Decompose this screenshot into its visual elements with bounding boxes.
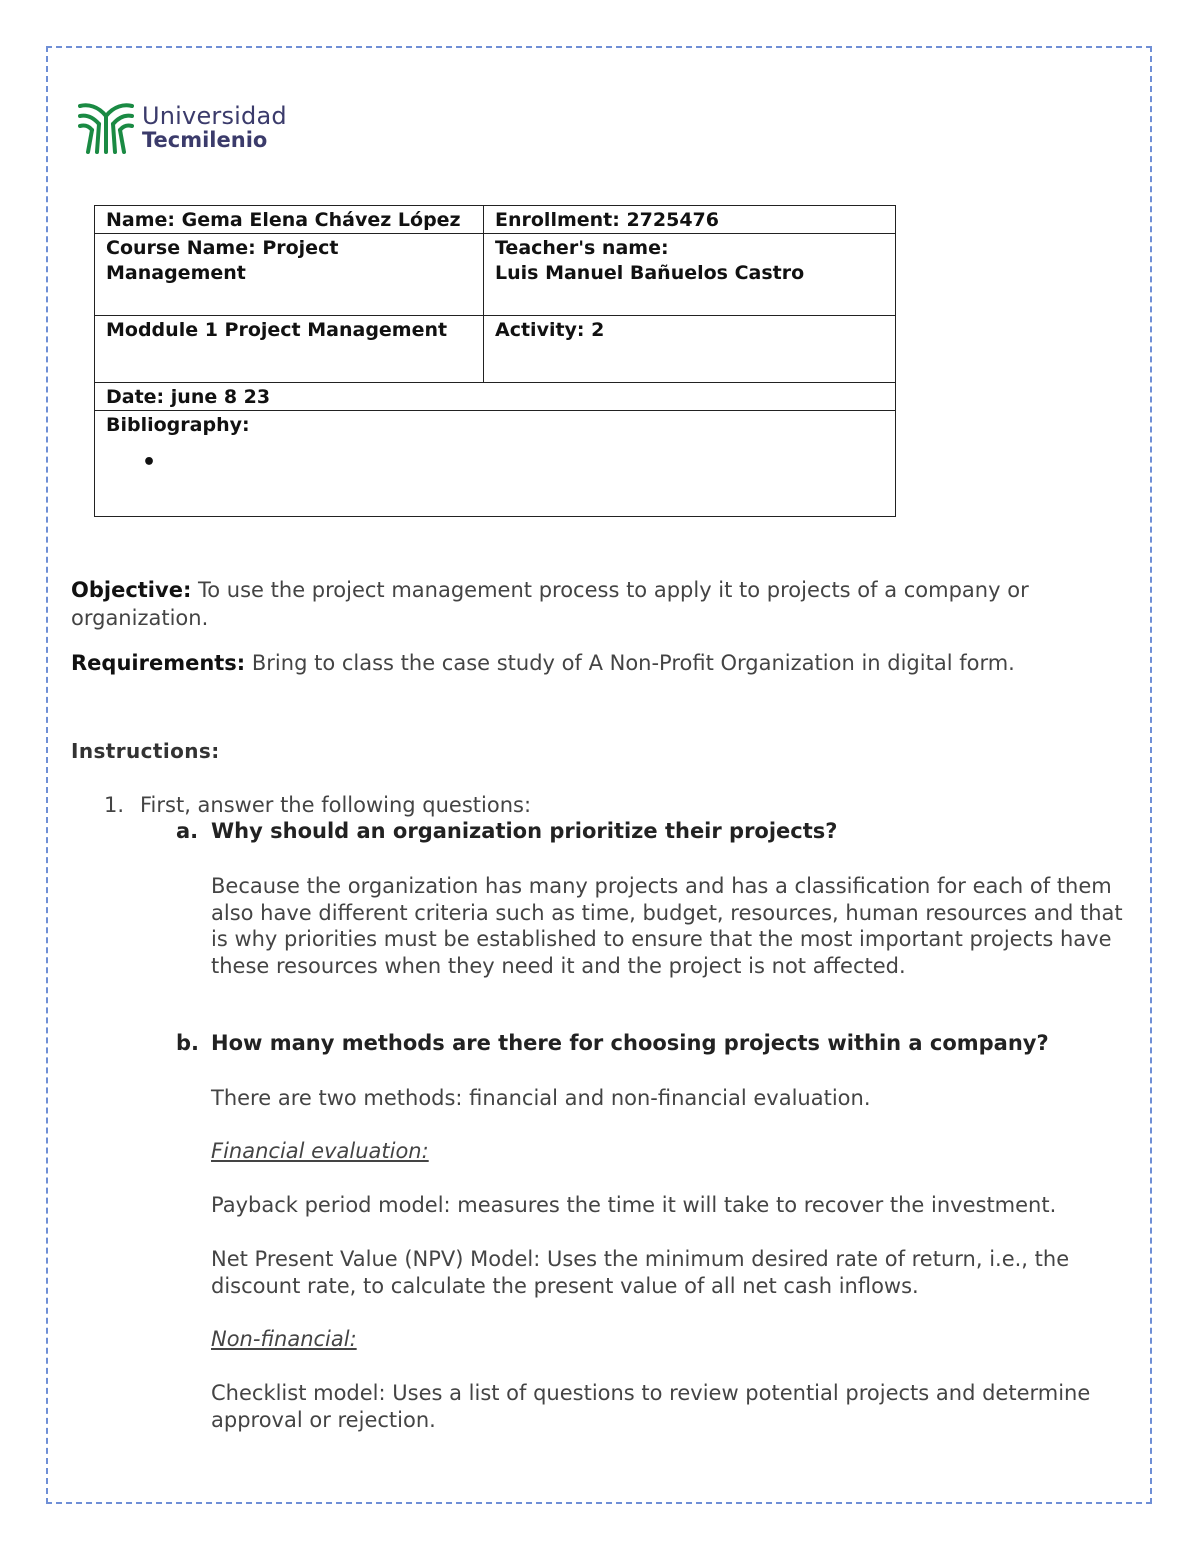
course-line2: Management: [106, 262, 246, 284]
question-b-text: How many methods are there for choosing projects within a company?: [211, 1031, 1049, 1055]
question-a-text: Why should an organization prioritize their projects?: [211, 819, 838, 843]
bibliography-bullet: •: [142, 450, 157, 475]
student-info-table: [94, 205, 896, 517]
teacher-cell: [484, 234, 896, 316]
course-cell: [95, 234, 484, 316]
nonfinancial-heading: Non-financial:: [211, 1327, 357, 1351]
course-line1: Course Name: Project: [106, 237, 339, 259]
objective-label: Objective:: [71, 578, 192, 602]
answer-a: Because the organization has many projects and has a classification for each of them also have different criteria such as time, budget, resources, human resources and that is why priorities must be established to ensure that the most important projects have these resources when they need it and the project is not affected.: [211, 874, 1123, 978]
requirements-text: Bring to class the case study of A Non-Profit Organization in digital form.: [245, 651, 1015, 675]
enrollment-cell: Enrollment: 2725476: [484, 206, 896, 234]
objective-text: To use the project management process to apply it to projects of a company or organization.: [71, 578, 1029, 630]
checklist-model: Checklist model: Uses a list of questions to review potential projects and determine approval or rejection.: [211, 1381, 1091, 1432]
question-a-letter: a.: [176, 819, 199, 843]
npv-model: Net Present Value (NPV) Model: Uses the minimum desired rate of return, i.e., the discount rate, to calculate the present value of all net cash inflows.: [211, 1247, 1070, 1298]
question-b: [176, 1031, 1049, 1055]
module-cell: Moddule 1 Project Management: [95, 316, 484, 383]
date-cell: Date: june 8 23: [95, 383, 896, 411]
teacher-name: Luis Manuel Bañuelos Castro: [495, 262, 805, 284]
teacher-label: Teacher's name:: [495, 237, 669, 259]
university-logo: [78, 100, 287, 154]
activity-cell: Activity: 2: [484, 316, 896, 383]
bibliography-cell: [95, 411, 896, 517]
payback-model: Payback period model: measures the time it will take to recover the investment.: [211, 1193, 1057, 1217]
requirements-label: Requirements:: [71, 651, 246, 675]
instructions-heading: Instructions:: [71, 739, 220, 763]
financial-heading: Financial evaluation:: [211, 1139, 429, 1163]
question-a: [176, 819, 837, 843]
bibliography-label: Bibliography:: [106, 414, 250, 436]
logo-universidad-text: Universidad: [142, 101, 287, 130]
tecmilenio-logo-icon: [78, 100, 134, 154]
item-text: First, answer the following questions:: [140, 793, 532, 817]
objective-paragraph: [71, 576, 1131, 632]
name-cell: Name: Gema Elena Chávez López: [95, 206, 484, 234]
requirements-paragraph: [71, 649, 1131, 677]
question-b-letter: b.: [176, 1031, 200, 1055]
logo-tecmilenio-text: Tecmilenio: [142, 127, 268, 152]
item-number: 1.: [104, 793, 125, 817]
answer-b-intro: There are two methods: financial and non-financial evaluation.: [211, 1086, 871, 1110]
instruction-item-1: [104, 793, 531, 817]
